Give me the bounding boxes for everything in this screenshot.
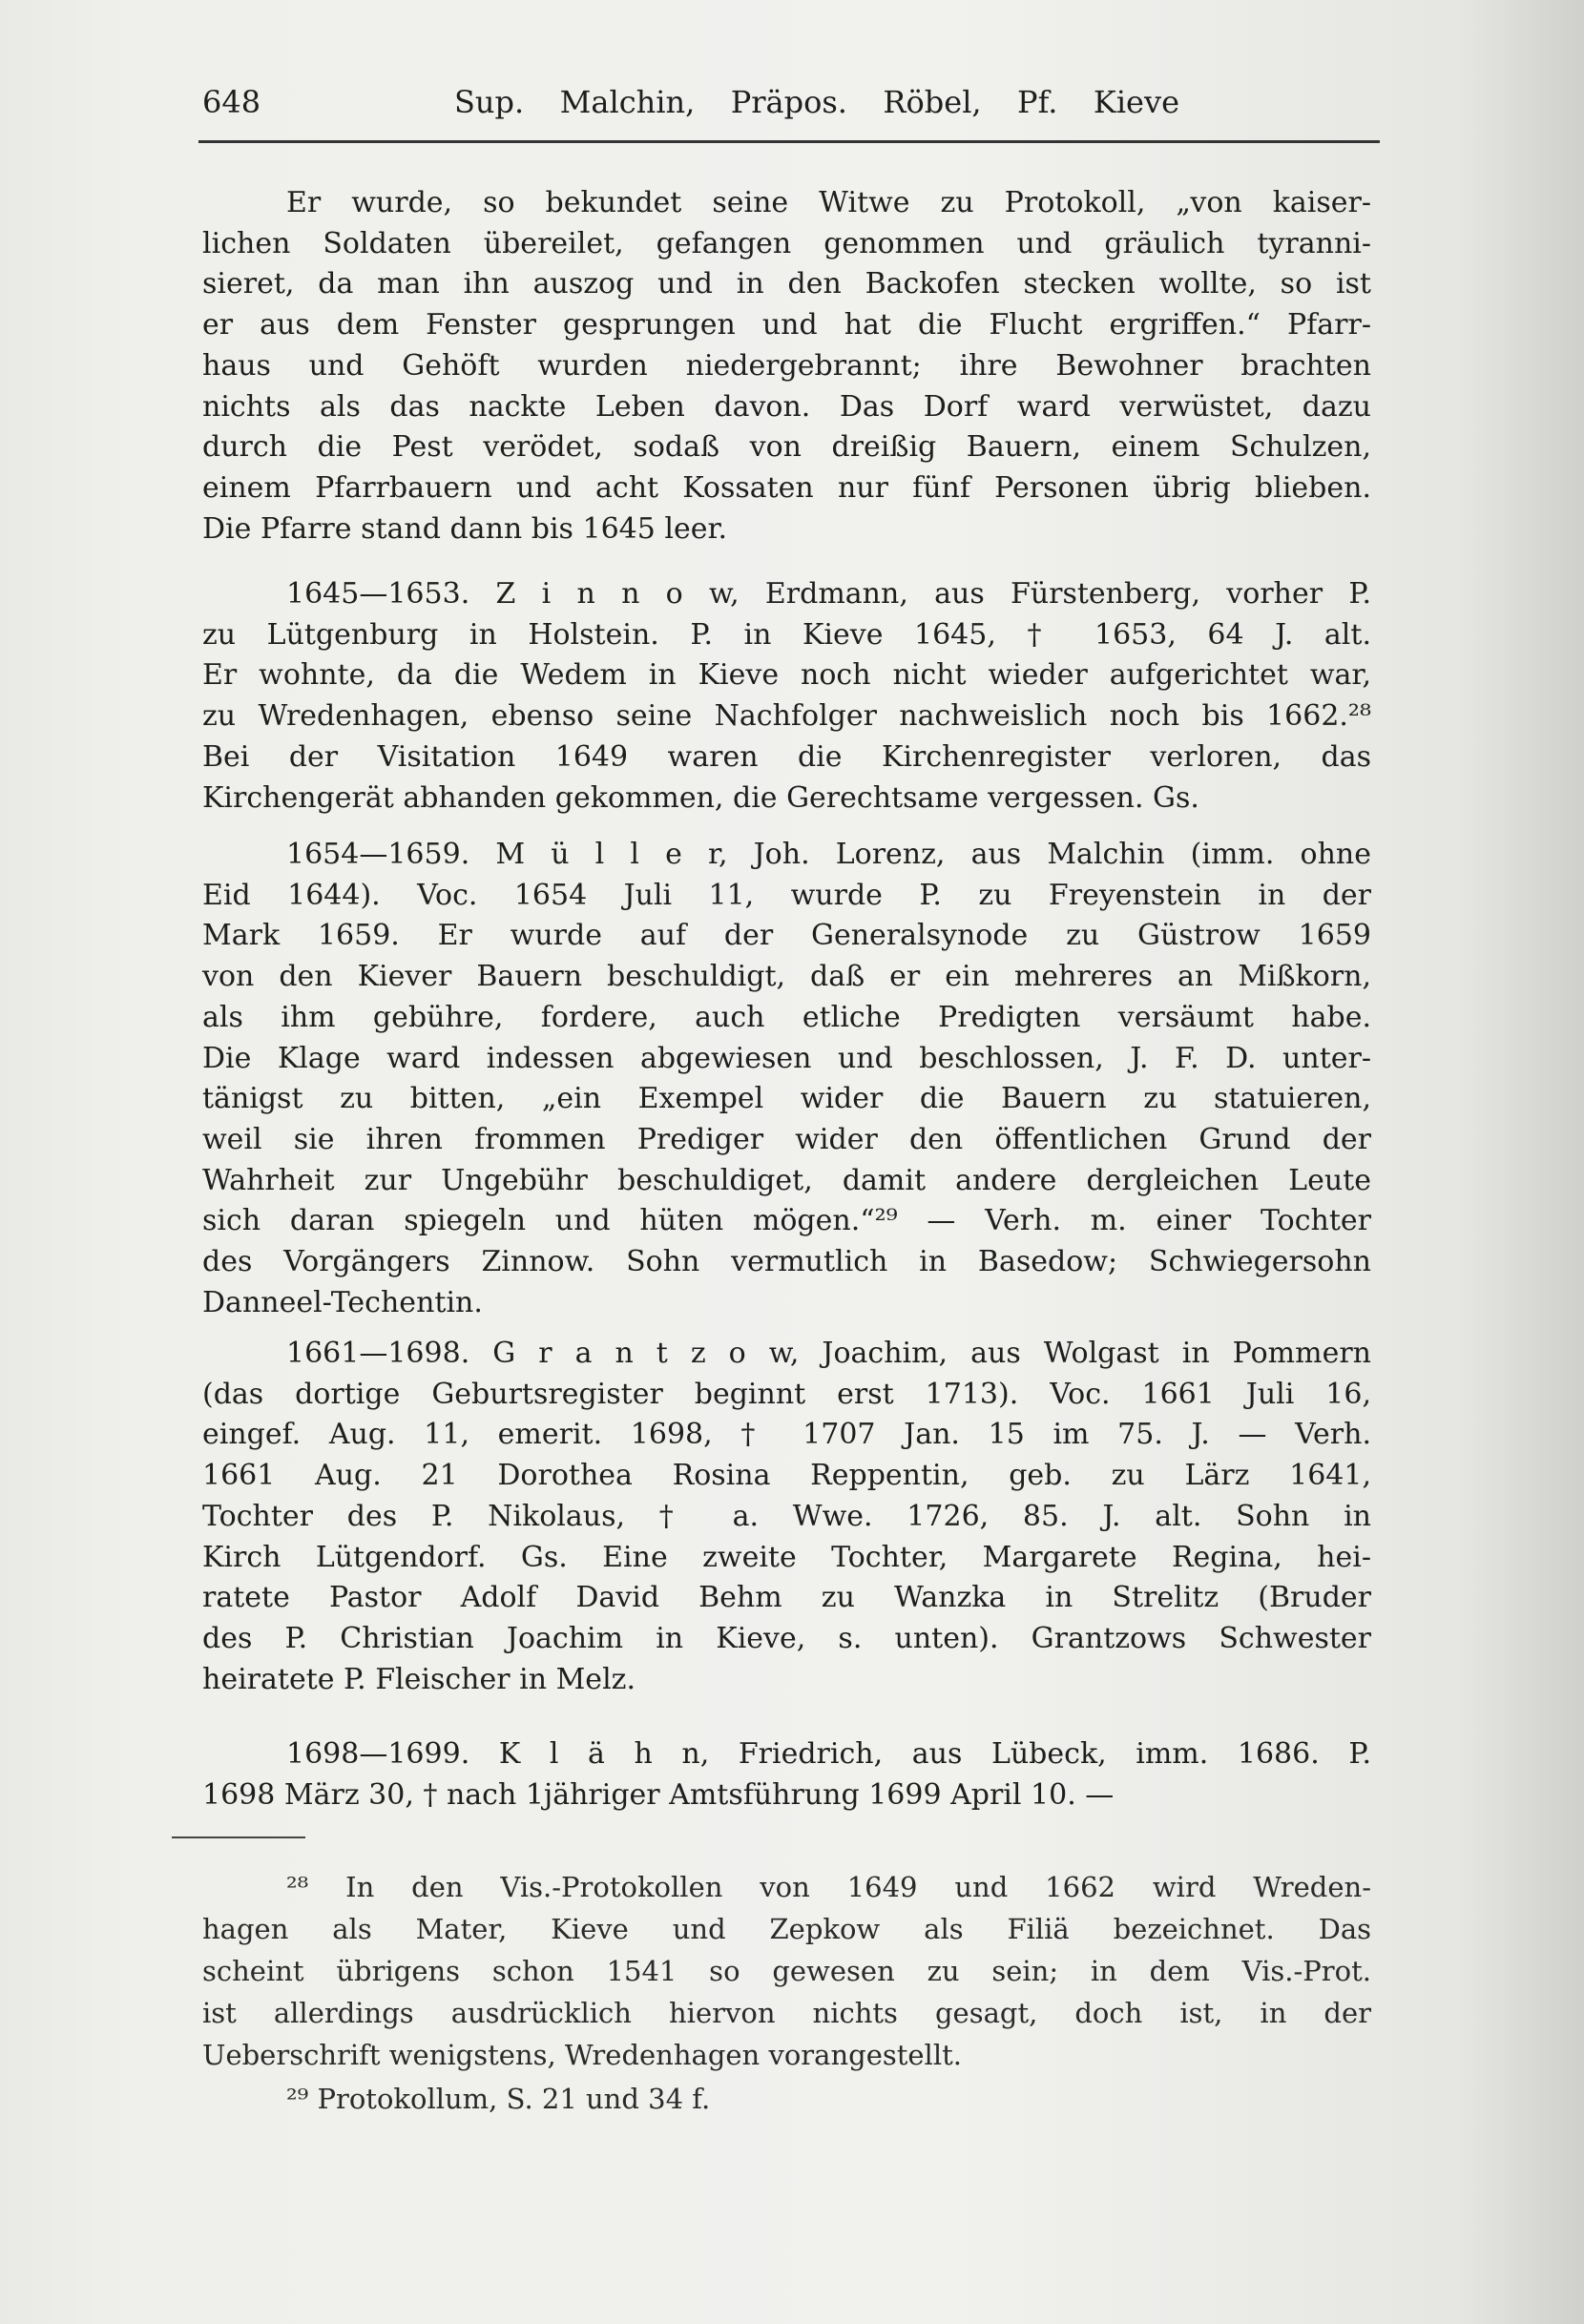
text-line: Wahrheit zur Ungebühr beschuldiget, damit andere dergleichen Leute bbox=[202, 1163, 1371, 1197]
paragraph bbox=[202, 835, 1371, 1323]
text-line: Die Klage ward indessen abgewiesen und beschlossen, J. F. D. unter- bbox=[202, 1041, 1371, 1075]
text-line: 1645—1653. Z i n n o w, Erdmann, aus Fürstenberg, vorher P. bbox=[286, 577, 1371, 611]
text-line: (das dortige Geburtsregister beginnt erst 1713). Voc. 1661 Juli 16, bbox=[202, 1377, 1371, 1411]
footnote-line: ist allerdings ausdrücklich hiervon nichts gesagt, doch ist, in der bbox=[202, 1997, 1371, 2029]
text-line: Er wohnte, da die Wedem in Kieve noch nicht wieder aufgerichtet war, bbox=[202, 658, 1371, 693]
text-line: sich daran spiegeln und hüten mögen.“²⁹ — Verh. m. einer Tochter bbox=[202, 1204, 1371, 1238]
text-line: er aus dem Fenster gesprungen und hat die Flucht ergriffen.“ Pfarr- bbox=[202, 308, 1371, 342]
text-line: zu Lütgenburg in Holstein. P. in Kieve 1645, † 1653, 64 J. alt. bbox=[202, 617, 1371, 652]
text-line: 1698—1699. K l ä h n, Friedrich, aus Lübeck, imm. 1686. P. bbox=[286, 1737, 1371, 1771]
text-line: 1661—1698. G r a n t z o w, Joachim, aus Wolgast in Pommern bbox=[286, 1337, 1371, 1370]
text-line: des Vorgängers Zinnow. Sohn vermutlich in Basedow; Schwiegersohn bbox=[202, 1245, 1371, 1279]
text-line: durch die Pest verödet, sodaß von dreißig Bauern, einem Schulzen, bbox=[202, 430, 1371, 465]
page-number: 648 bbox=[202, 84, 261, 120]
footnote bbox=[202, 2078, 1371, 2120]
text-line: 1654—1659. M ü l l e r, Joh. Lorenz, aus Malchin (imm. ohne bbox=[286, 838, 1371, 871]
text-line: haus und Gehöft wurden niedergebrannt; ihre Bewohner brachten bbox=[202, 348, 1371, 383]
paragraph bbox=[202, 183, 1371, 550]
text-line: des P. Christian Joachim in Kieve, s. unten). Grantzows Schwester bbox=[202, 1621, 1371, 1655]
text-line: Danneel-Techentin. bbox=[202, 1285, 483, 1319]
text-line: eingef. Aug. 11, emerit. 1698, † 1707 Jan. 15 im 75. J. — Verh. bbox=[202, 1418, 1371, 1452]
footnote bbox=[202, 1866, 1371, 2076]
footnote-line: ²⁹ Protokollum, S. 21 und 34 f. bbox=[286, 2083, 711, 2115]
footnote-line: scheint übrigens schon 1541 so gewesen zu sein; in dem Vis.-Prot. bbox=[202, 1955, 1371, 1987]
footnote-rule bbox=[172, 1836, 305, 1838]
paragraph bbox=[202, 1334, 1371, 1700]
text-line: 1698 März 30, † nach 1jähriger Amtsführung 1699 April 10. — bbox=[202, 1777, 1115, 1812]
footnote-line: ²⁸ In den Vis.-Protokollen von 1649 und 1662 wird Wreden- bbox=[286, 1871, 1371, 1903]
text-line: als ihm gebühre, fordere, auch etliche Predigten versäumt habe. bbox=[202, 1000, 1371, 1034]
text-line: tänigst zu bitten, „ein Exempel wider die Bauern zu statuieren, bbox=[202, 1082, 1371, 1116]
paragraph bbox=[202, 1734, 1371, 1816]
text-line: lichen Soldaten übereilet, gefangen genommen und gräulich tyranni- bbox=[202, 226, 1371, 260]
text-line: 1661 Aug. 21 Dorothea Rosina Reppentin, geb. zu Lärz 1641, bbox=[202, 1459, 1371, 1493]
footnote-line: Ueberschrift wenigstens, Wredenhagen vorangestellt. bbox=[202, 2039, 962, 2071]
text-line: einem Pfarrbauern und acht Kossaten nur fünf Personen übrig blieben. bbox=[202, 470, 1371, 505]
text-line: zu Wredenhagen, ebenso seine Nachfolger nachweislich noch bis 1662.²⁸ bbox=[202, 699, 1371, 734]
text-line: von den Kiever Bauern beschuldigt, daß er ein mehreres an Mißkorn, bbox=[202, 960, 1371, 994]
running-title: Sup. Malchin, Präpos. Röbel, Pf. Kieve bbox=[454, 84, 1179, 120]
text-line: heiratete P. Fleischer in Melz. bbox=[202, 1662, 636, 1696]
text-line: Tochter des P. Nikolaus, † a. Wwe. 1726, 85. J. alt. Sohn in bbox=[202, 1499, 1371, 1533]
text-line: sieret, da man ihn auszog und in den Backofen stecken wollte, so ist bbox=[202, 267, 1371, 301]
text-line: weil sie ihren frommen Prediger wider den öffentlichen Grund der bbox=[202, 1122, 1371, 1156]
text-line: Die Pfarre stand dann bis 1645 leer. bbox=[202, 511, 728, 546]
footnote-line: hagen als Mater, Kieve und Zepkow als Filiä bezeichnet. Das bbox=[202, 1913, 1371, 1945]
text-line: Mark 1659. Er wurde auf der Generalsynode zu Güstrow 1659 bbox=[202, 919, 1371, 953]
text-line: Kirch Lütgendorf. Gs. Eine zweite Tochter, Margarete Regina, hei- bbox=[202, 1540, 1371, 1574]
text-line: ratete Pastor Adolf David Behm zu Wanzka in Strelitz (Bruder bbox=[202, 1581, 1371, 1615]
text-line: Er wurde, so bekundet seine Witwe zu Protokoll, „von kaiser- bbox=[286, 186, 1371, 219]
text-line: nichts als das nackte Leben davon. Das Dorf ward verwüstet, dazu bbox=[202, 389, 1371, 424]
paragraph bbox=[202, 574, 1371, 819]
text-line: Bei der Visitation 1649 waren die Kirchenregister verloren, das bbox=[202, 739, 1371, 774]
header-rule bbox=[198, 140, 1380, 143]
text-line: Kirchengerät abhanden gekommen, die Gerechtsame vergessen. Gs. bbox=[202, 780, 1199, 815]
text-line: Eid 1644). Voc. 1654 Juli 11, wurde P. zu Freyenstein in der bbox=[202, 878, 1371, 912]
